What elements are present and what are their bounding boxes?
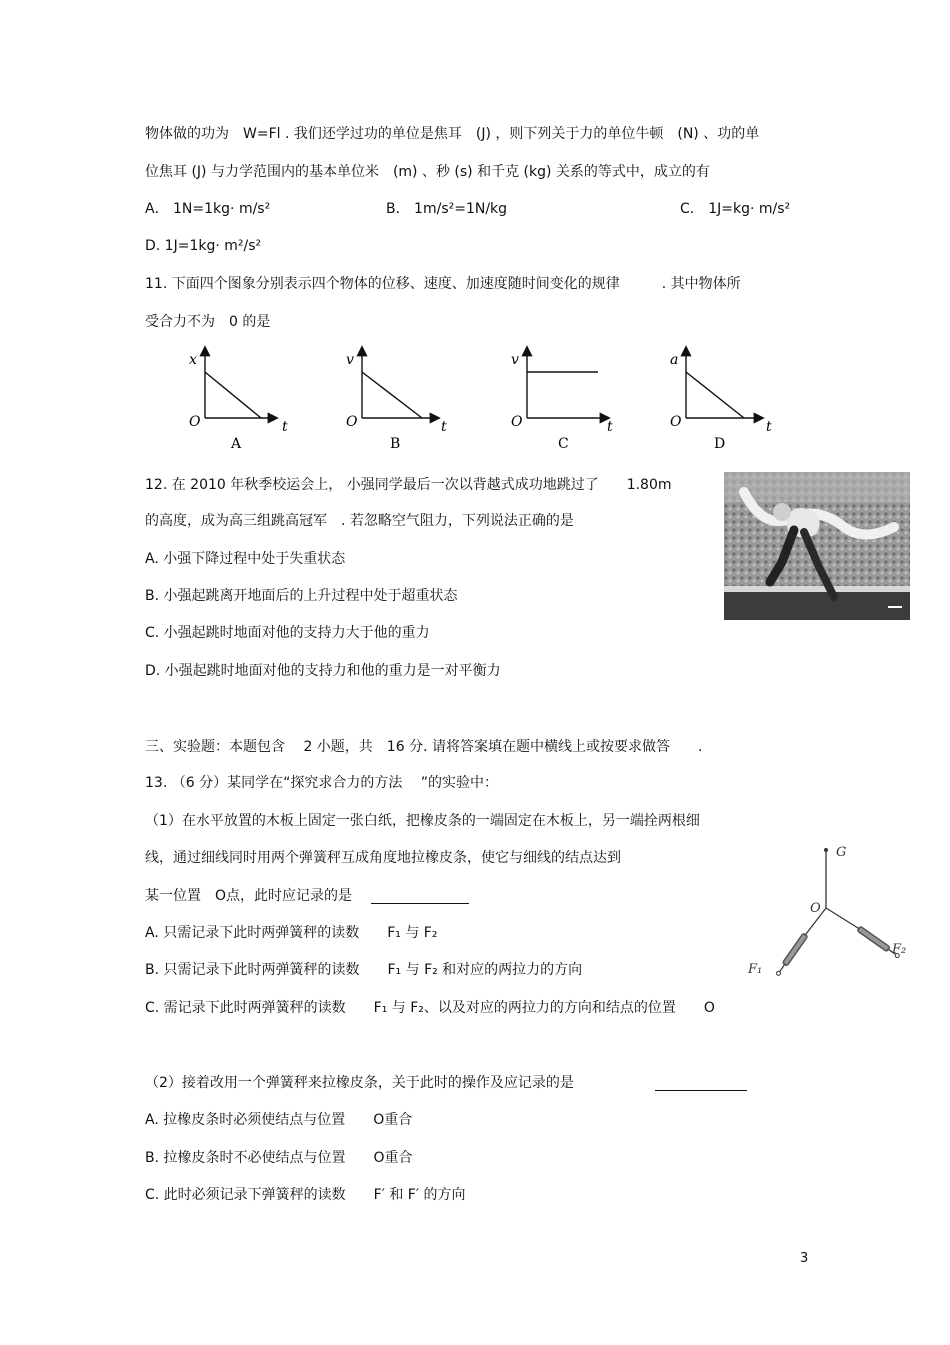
graph-d-t-label: t <box>766 419 772 435</box>
graph-a-letter: A <box>231 436 242 452</box>
graph-b-y-label: v <box>346 352 354 368</box>
q13-p1-answer-blank[interactable] <box>371 903 469 904</box>
q11-line1: 11. 下面四个图象分别表示四个物体的位移、速度、加速度随时间变化的规律 . 其中物体所 <box>145 276 741 292</box>
q12-option-b: B. 小强起跳离开地面后的上升过程中处于超重状态 <box>145 588 458 604</box>
graph-c <box>511 348 613 452</box>
q12-option-d: D. 小强起跳时地面对他的支持力和他的重力是一对平衡力 <box>145 663 501 679</box>
q13-p1-option-b: B. 只需记录下此时两弹簧秤的读数 F₁ 与 F₂ 和对应的两拉力的方向 <box>145 962 583 978</box>
q11-graphs-figure <box>176 340 776 455</box>
graph-b-letter: B <box>390 436 401 452</box>
q13-title: 13. （6 分）某同学在“探究求合力的方法 ”的实验中： <box>145 775 499 791</box>
graph-c-origin: O <box>511 414 523 430</box>
graph-a-line <box>205 372 261 418</box>
q13-p2-line1: （2）接着改用一个弹簧秤来拉橡皮条，关于此时的操作及应记录的是 <box>145 1075 574 1091</box>
q10-option-c: C． 1J=kg· m/s² <box>680 201 791 217</box>
q13-p2-option-b: B. 拉橡皮条时不必使结点与位置 O重合 <box>145 1150 413 1166</box>
q13-p2-option-c: C. 此时必须记录下弹簧秤的读数 F′ 和 F′ 的方向 <box>145 1187 466 1203</box>
q13-p1-line2: 线，通过细线同时用两个弹簧秤互成角度地拉橡皮条，使它与细线的结点达到 <box>145 850 621 866</box>
graph-d <box>670 348 772 452</box>
q12-option-c: C. 小强起跳时地面对他的支持力大于他的重力 <box>145 625 430 641</box>
graph-b-origin: O <box>346 414 358 430</box>
graph-c-t-label: t <box>607 419 613 435</box>
q10-option-a: A． 1N=1kg· m/s² <box>145 201 271 217</box>
graph-b <box>346 348 447 452</box>
q12-line2: 的高度，成为高三组跳高冠军 . 若忽略空气阻力，下列说法正确的是 <box>145 513 574 529</box>
q13-p1-line3: 某一位置 O点，此时应记录的是 <box>145 888 353 904</box>
graph-a <box>189 348 288 452</box>
graph-c-letter: C <box>558 436 569 452</box>
graph-a-origin: O <box>189 414 201 430</box>
q11-line2: 受合力不为 0 的是 <box>145 314 271 330</box>
q13-force-figure <box>740 838 920 988</box>
graph-d-line <box>686 372 744 418</box>
q13-p1-line1: （1）在水平放置的木板上固定一张白纸，把橡皮条的一端固定在木板上，另一端拴两根细 <box>145 813 700 829</box>
q10-line1: 物体做的功为 W=Fl . 我们还学过功的单位是焦耳 (J) ，则下列关于力的单位牛顿 (N) 、功的单 <box>145 126 760 142</box>
page-number: 3 <box>800 1251 809 1266</box>
graph-b-t-label: t <box>441 419 447 435</box>
graph-a-t-label: t <box>282 419 288 435</box>
graph-d-y-label: a <box>670 352 679 368</box>
q10-option-b: B． 1m/s²=1N/kg <box>386 201 508 217</box>
q12-line1: 12. 在 2010 年秋季校运会上， 小强同学最后一次以背越式成功地跳过了 1.80m <box>145 477 672 493</box>
q13-p1-option-c: C. 需记录下此时两弹簧秤的读数 F₁ 与 F₂、以及对应的两拉力的方向和结点的位置 O <box>145 1000 715 1016</box>
q10-option-d: D. 1J=1kg· m²/s² <box>145 238 262 254</box>
q13-p2-answer-blank[interactable] <box>655 1090 747 1091</box>
graph-a-y-label: x <box>189 352 197 368</box>
high-jump-photo <box>724 472 910 620</box>
force-label-f1: F₁ <box>748 962 763 977</box>
section-3-heading: 三、实验题：本题包含 2 小题，共 16 分. 请将答案填在题中横线上或按要求做答 . <box>145 739 703 755</box>
graph-d-letter: D <box>714 436 726 452</box>
q13-p1-option-a: A. 只需记录下此时两弹簧秤的读数 F₁ 与 F₂ <box>145 925 438 941</box>
graph-c-y-label: v <box>511 352 519 368</box>
force-label-g: G <box>836 845 847 860</box>
q10-line2: 位焦耳 (J) 与力学范围内的基本单位米 (m) 、秒 (s) 和千克 (kg) 关系的等式中，成立的有 <box>145 164 710 180</box>
graph-d-origin: O <box>670 414 682 430</box>
graph-b-line <box>362 372 422 418</box>
force-label-o: O <box>810 901 821 916</box>
force-label-f2: F₂ <box>892 942 907 957</box>
q13-p2-option-a: A. 拉橡皮条时必须使结点与位置 O重合 <box>145 1112 413 1128</box>
q12-option-a: A. 小强下降过程中处于失重状态 <box>145 551 346 567</box>
